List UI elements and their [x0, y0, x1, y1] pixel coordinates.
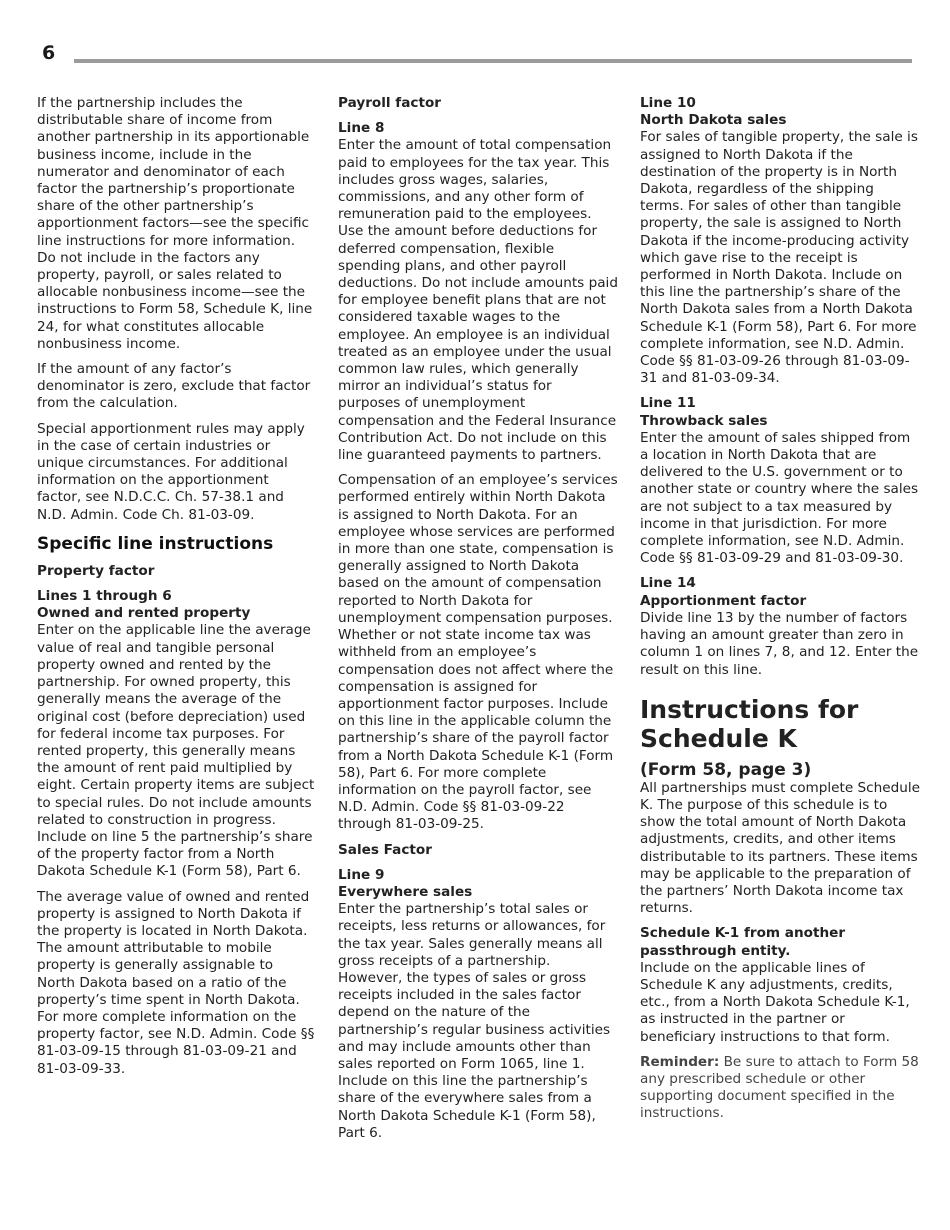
- line-14-title: Apportionment factor: [640, 592, 807, 609]
- lines-1-6-title: Owned and rented property: [37, 605, 251, 622]
- lines-1-6-label: Lines 1 through 6: [37, 588, 172, 605]
- reminder-paragraph: [640, 1054, 920, 1123]
- column-2: [338, 95, 618, 1150]
- line-10-label: Line 10: [640, 95, 696, 111]
- special-rules-paragraph: Special apportionment rules may apply in the case of certain industries or unique circumstances. For additional information on the apportionment factor, see N.D.C.C. Ch. 57-38.1 and N.D. Admin. Code Ch. 81-03-09.: [37, 420, 305, 523]
- line-14-label: Line 14: [640, 575, 696, 592]
- reminder-text: Be sure to attach to Form 58 any prescribed schedule or other supporting document specified in the instructions.: [640, 1053, 919, 1122]
- line-8-paragraph: Enter the amount of total compensation paid to employees for the tax year. This includes gross wages, salaries, commissions, and any other form of remuneration paid to the employees. Use the amount before deductions for deferred compensation, flexible spending plans, and other payroll deductions. Do not include amounts paid for employee benefit plans that are not considered taxable wages to the employee. An employee is an individual treated as an employee under the usual common law rules, which generally mirror an individual’s status for purposes of unemployment compensation and the Federal Insurance Contribution Act. Do not include on this line guaranteed payments to partners.: [338, 137, 618, 464]
- line-8-label: Line 8: [338, 120, 385, 137]
- schedule-k-heading: Instructions for Schedule K: [640, 694, 859, 753]
- line-11-paragraph: Enter the amount of sales shipped from a location in North Dakota that are delivered to the U.S. government or to another state or country where the sales are not subject to a tax measured by income in that jurisdiction. For more complete information, see N.D. Admin. Code §§ 81-03-09-29 and 81-03-09-30.: [640, 429, 919, 567]
- line-11-title: Throwback sales: [640, 412, 768, 429]
- line-11-label: Line 11: [640, 395, 696, 412]
- zero-denominator-paragraph: If the amount of any factor’s denominator is zero, exclude that factor from the calculation.: [37, 361, 311, 412]
- line-9-title: Everywhere sales: [338, 883, 473, 900]
- owned-rented-paragraph: Enter on the applicable line the average value of real and tangible personal property owned and rented by the partnership. For owned property, this generally means the average of the original cost (before depreciation) used for federal income tax purposes. For rented property, this generally means the amount of rent paid multiplied by eight. Certain property items are subject to special rules. Do not include amounts related to construction in progress. Include on line 5 the partnership’s share of the property factor from a North Dakota Schedule K-1 (Form 58), Part 6.: [37, 622, 315, 880]
- payroll-factor-heading: Payroll factor: [338, 95, 441, 111]
- reminder-label: Reminder:: [640, 1053, 720, 1070]
- column-1: [37, 95, 315, 1086]
- column-3: [640, 95, 920, 1131]
- k1-heading: Schedule K-1 from another passthrough entity.: [640, 925, 846, 959]
- line-14-paragraph: Divide line 13 by the number of factors having an amount greater than zero in column 1 on lines 7, 8, and 12. Enter the result on this line.: [640, 609, 919, 678]
- intro-paragraph: If the partnership includes the distributable share of income from another partnership in its apportionable business income, include in the numerator and denominator of each factor the partnership’s proportionate share of the other partnership’s apportionment factors—see the specific line instructions for more information. Do not include in the factors any property, payroll, or sales related to allocable nonbusiness income—see the instructions to Form 58, Schedule K, line 24, for what constitutes allocable nonbusiness income.: [37, 95, 313, 352]
- k1-paragraph: Include on the applicable lines of Schedule K any adjustments, credits, etc., from a North Dakota Schedule K-1, as instructed in the partner or beneficiary instructions to that form.: [640, 959, 910, 1045]
- line-9-paragraph: Enter the partnership’s total sales or receipts, less returns or allowances, for the tax year. Sales generally means all gross receipts of a partnership. However, the types of sales or gross receipts included in the sales factor depend on the nature of the partnership’s regular business activities and may include amounts other than sales reported on Form 1065, line 1. Include on this line the partnership’s share of the everywhere sales from a North Dakota Schedule K-1 (Form 58), Part 6.: [338, 901, 611, 1141]
- header-rule: [74, 59, 912, 63]
- section-heading-specific-lines: Specific line instructions: [37, 533, 274, 554]
- line-9-label: Line 9: [338, 866, 385, 883]
- property-factor-heading: Property factor: [37, 562, 155, 579]
- compensation-paragraph: Compensation of an employee’s services performed entirely within North Dakota is assigned to North Dakota. For an employee whose services are performed in more than one state, compensation is generally assigned to North Dakota based on the amount of compensation reported to North Dakota for unemployment compensation purposes. Whether or not state income tax was withheld from an employee’s compensation does not affect where the compensation is assigned for apportionment factor purposes. Include on this line in the applicable column the partnership’s share of the payroll factor from a North Dakota Schedule K-1 (Form 58), Part 6. For more complete information on the payroll factor, see N.D. Admin. Code §§ 81-03-09-22 through 81-03-09-25.: [338, 472, 618, 833]
- line-10-title: North Dakota sales: [640, 112, 787, 129]
- average-value-paragraph: The average value of owned and rented property is assigned to North Dakota if the property is located in North Dakota. The amount attributable to mobile property is generally assignable to North Dakota based on a ratio of the property’s time spent in North Dakota. For more complete information on the property factor, see N.D. Admin. Code §§ 81-03-09-15 through 81-03-09-21 and 81-03-09-33.: [37, 888, 315, 1077]
- schedule-k-paragraph: All partnerships must complete Schedule K. The purpose of this schedule is to show the total amount of North Dakota adjustments, credits, and other items distributable to its partners. These items may be applicable to the preparation of the partners’ North Dakota income tax returns.: [640, 779, 920, 917]
- page-number: 6: [42, 42, 56, 64]
- schedule-k-subheading: (Form 58, page 3): [640, 759, 812, 780]
- line-10-paragraph: For sales of tangible property, the sale is assigned to North Dakota if the destination of the property is in North Dakota, regardless of the shipping terms. For sales of other than tangible property, the sale is assigned to North Dakota if the income-producing activity which gave rise to the receipt is performed in North Dakota. Include on this line the partnership’s share of the North Dakota sales from a North Dakota Schedule K-1 (Form 58), Part 6. For more complete information, see N.D. Admin. Code §§ 81-03-09-26 through 81-03-09-31 and 81-03-09-34.: [640, 129, 918, 387]
- sales-factor-heading: Sales Factor: [338, 841, 432, 858]
